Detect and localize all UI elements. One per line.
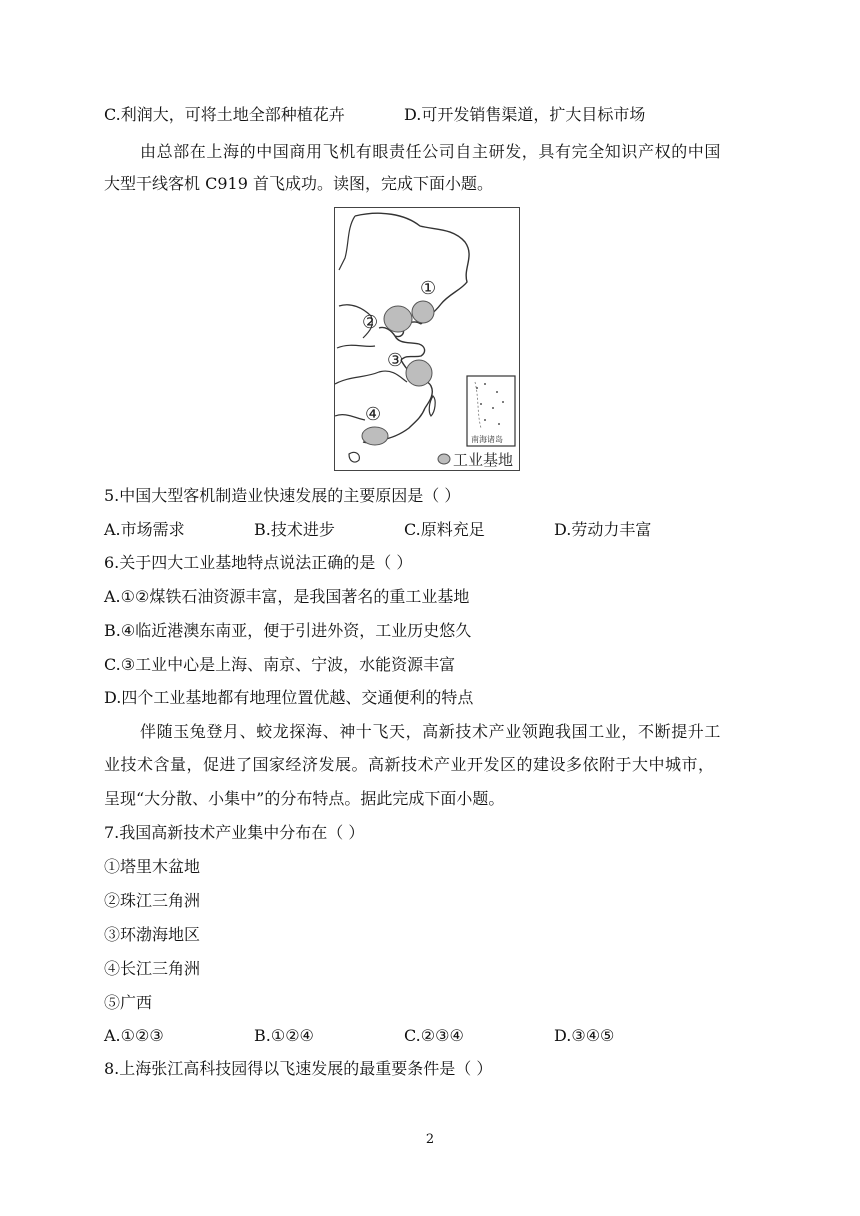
q6-option-d: D.四个工业基地都有地理位置优越、交通便利的特点 <box>104 688 474 707</box>
intro-c919-line1: 由总部在上海的中国商用飞机有眼责任公司自主研发，具有完全知识产权的中国 <box>140 142 722 161</box>
marker-4: ④ <box>365 404 382 425</box>
q5-option-d: D.劳动力丰富 <box>554 520 652 539</box>
q7-stem: 7.我国高新技术产业集中分布在（ ） <box>104 823 365 842</box>
northeast-coastline <box>355 213 469 324</box>
north-border <box>339 216 355 270</box>
q5-option-a: A.市场需求 <box>104 520 185 539</box>
base-4-circle <box>362 427 388 445</box>
q8-stem: 8.上海张江高科技园得以飞速发展的最重要条件是（ ） <box>104 1059 493 1078</box>
q7-option-d: D.③④⑤ <box>554 1026 615 1045</box>
q7-option-b: B.①②④ <box>254 1026 314 1045</box>
q6-option-b: B.④临近港澳东南亚，便于引进外资，工业历史悠久 <box>104 621 472 640</box>
base-2-circle <box>384 306 412 332</box>
q4-option-c: C.利润大，可将土地全部种植花卉 <box>104 105 345 124</box>
base-1-circle <box>412 301 434 323</box>
marker-2: ② <box>362 312 379 333</box>
q7-item-3: ③环渤海地区 <box>104 925 201 944</box>
page-number: 2 <box>425 1132 435 1147</box>
marker-3: ③ <box>387 350 404 371</box>
intro-hightech-line3: 呈现“大分散、小集中”的分布特点。据此完成下面小题。 <box>104 789 505 808</box>
q5-option-b: B.技术进步 <box>254 520 335 539</box>
q5-option-c: C.原料充足 <box>404 520 485 539</box>
intro-c919-line2: 大型干线客机 C919 首飞成功。读图，完成下面小题。 <box>104 174 493 193</box>
province-line-3 <box>335 371 407 384</box>
hainan-island <box>349 452 359 462</box>
legend-symbol <box>438 454 450 464</box>
q4-option-d: D.可开发销售渠道，扩大目标市场 <box>404 105 646 124</box>
intro-hightech-line2: 业技术含量，促进了国家经济发展。高新技术产业开发区的建设多依附于大中城市， <box>104 755 715 774</box>
q5-stem: 5.中国大型客机制造业快速发展的主要原因是（ ） <box>104 486 461 505</box>
china-map-svg <box>335 208 518 469</box>
province-line-2 <box>337 345 375 348</box>
intro-hightech-line1: 伴随玉兔登月、蛟龙探海、神十飞天，高新技术产业领跑我国工业，不断提升工 <box>140 722 722 741</box>
q7-item-5: ⑤广西 <box>104 993 153 1012</box>
q7-item-1: ①塔里木盆地 <box>104 857 201 876</box>
q7-item-4: ④长江三角洲 <box>104 959 201 978</box>
province-line-4 <box>335 415 365 420</box>
legend-label: 工业基地 <box>453 451 514 469</box>
industrial-base-map <box>334 207 520 471</box>
q6-stem: 6.关于四大工业基地特点说法正确的是（ ） <box>104 553 413 572</box>
q6-option-a: A.①②煤铁石油资源丰富，是我国著名的重工业基地 <box>104 587 470 606</box>
q7-option-c: C.②③④ <box>404 1026 464 1045</box>
q7-item-2: ②珠江三角洲 <box>104 891 201 910</box>
marker-1: ① <box>420 278 437 299</box>
inset-label: 南海诸岛 <box>471 435 503 444</box>
q7-option-a: A.①②③ <box>104 1026 164 1045</box>
base-3-circle <box>406 360 432 386</box>
q6-option-c: C.③工业中心是上海、南京、宁波，水能资源丰富 <box>104 655 456 674</box>
